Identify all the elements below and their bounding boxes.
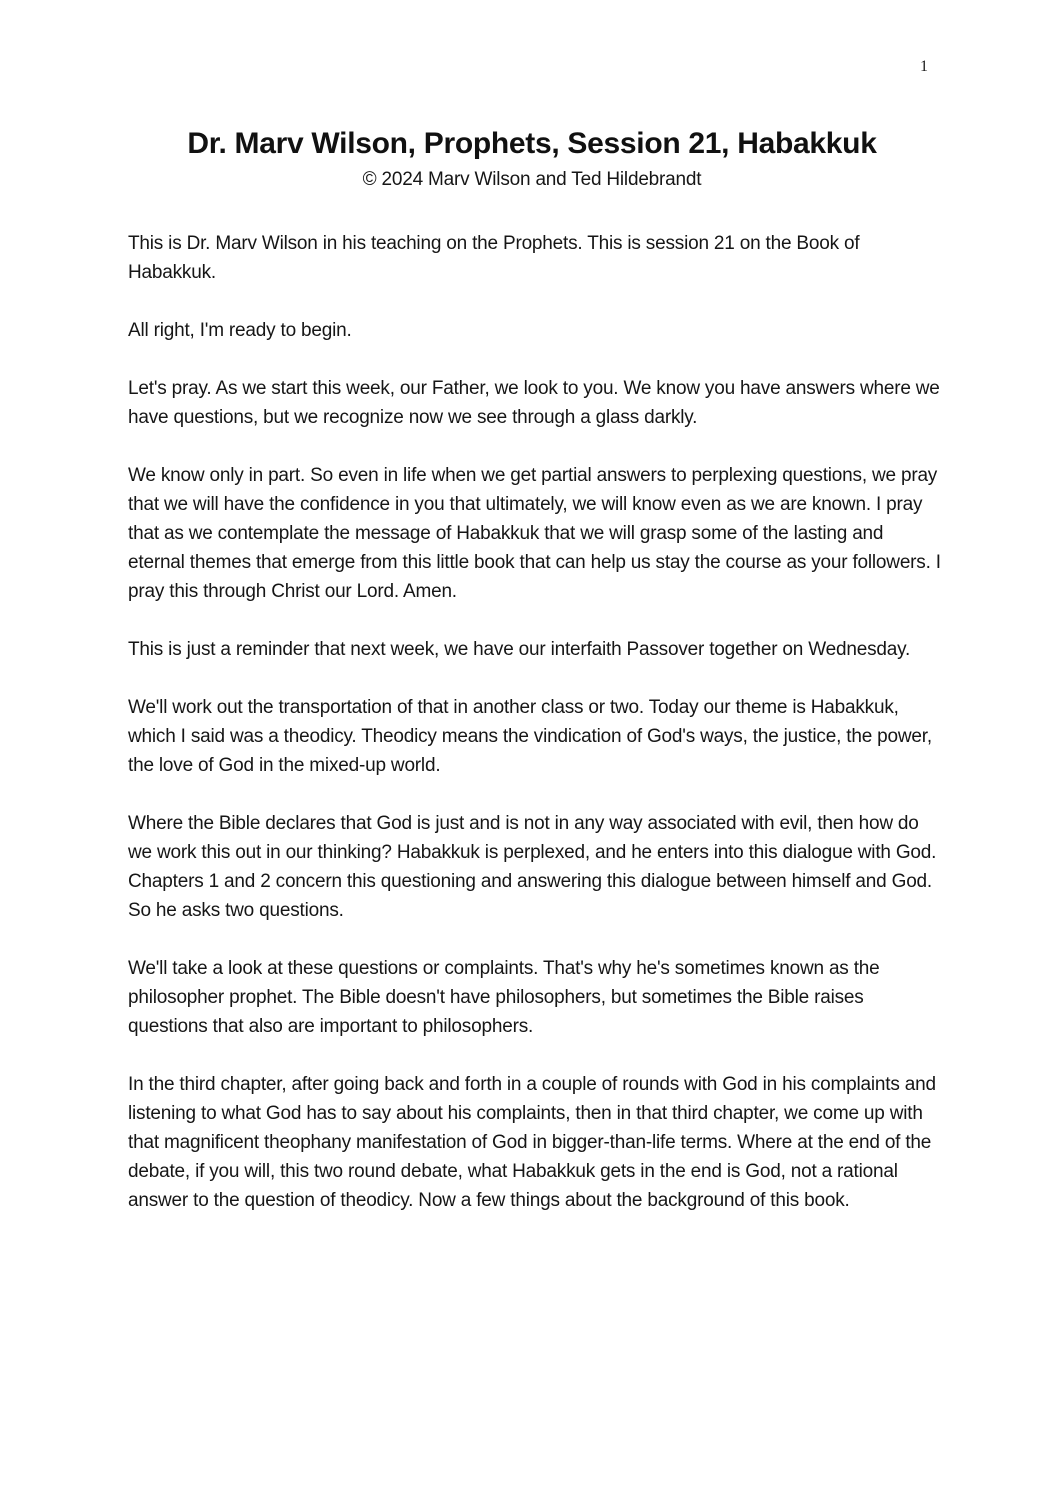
document-title: Dr. Marv Wilson, Prophets, Session 21, Habakkuk	[187, 127, 877, 160]
paragraph: Let's pray. As we start this week, our Father, we look to you. We know you have answers where we have questions, but we recognize now we see through a glass darkly.	[128, 378, 940, 428]
page-number: 1	[920, 58, 928, 75]
document-body	[128, 229, 943, 1215]
paragraph: This is just a reminder that next week, we have our interfaith Passover together on Wednesday.	[128, 639, 911, 660]
paragraph: In the third chapter, after going back and forth in a couple of rounds with God in his complaints and listening to what God has to say about his complaints, then in that third chapter, we come up with that magnificent theophany manifestation of God in bigger-than-life terms. Where at the end of the debate, if you will, this two round debate, what Habakkuk gets in the end is God, not a rational answer to the question of theodicy. Now a few things about the background of this book.	[128, 1074, 936, 1211]
paragraph: This is Dr. Marv Wilson in his teaching on the Prophets. This is session 21 on the Book of Habakkuk.	[128, 233, 860, 283]
paragraph: All right, I'm ready to begin.	[128, 320, 352, 341]
paragraph: Where the Bible declares that God is just and is not in any way associated with evil, then how do we work this out in our thinking? Habakkuk is perplexed, and he enters into this dialogue with God. Chapters 1 and 2 concern this questioning and answering this dialogue between himself and God. So he asks two questions.	[128, 813, 937, 921]
copyright-line: © 2024 Marv Wilson and Ted Hildebrandt	[362, 169, 702, 190]
paragraph: We'll take a look at these questions or complaints. That's why he's sometimes known as the philosopher prophet. The Bible doesn't have philosophers, but sometimes the Bible raises questions that also are important to philosophers.	[128, 958, 880, 1037]
paragraph: We know only in part. So even in life when we get partial answers to perplexing questions, we pray that we will have the confidence in you that ultimately, we will know even as we are known. I pray that as we contemplate the message of Habakkuk that we will grasp some of the lasting and eternal themes that emerge from this little book that can help us stay the course as your followers. I pray this through Christ our Lord. Amen.	[128, 465, 941, 602]
paragraph: We'll work out the transportation of that in another class or two. Today our theme is Habakkuk, which I said was a theodicy. Theodicy means the vindication of God's ways, the justice, the power, the love of God in the mixed-up world.	[128, 697, 932, 776]
